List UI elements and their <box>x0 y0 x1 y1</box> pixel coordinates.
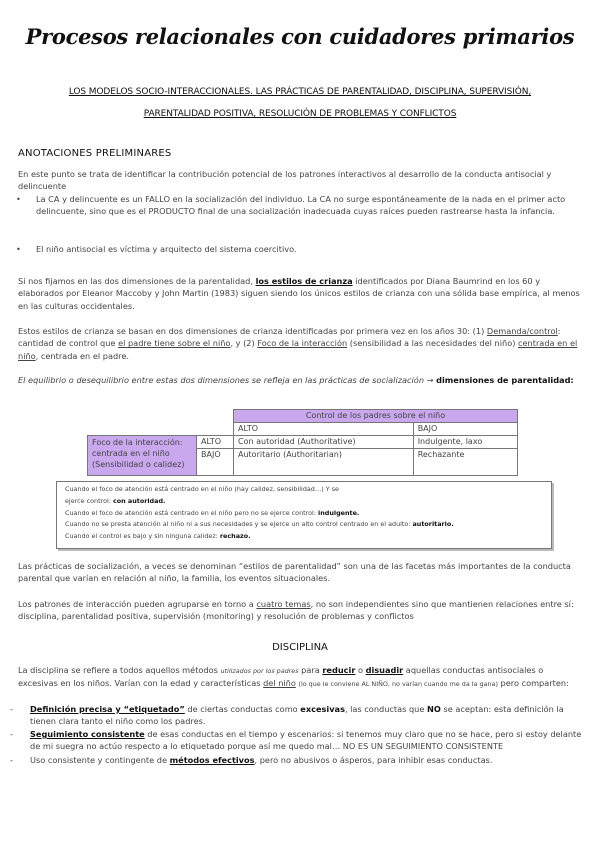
page-title: Procesos relacionales con cuidadores primarios <box>25 24 575 49</box>
table-cell: Indulgente, laxo <box>413 436 517 449</box>
table-col-bajo: BAJO <box>413 423 517 436</box>
table-cell: Con autoridad (Authoritative) <box>234 436 414 449</box>
paragraph-estilos-crianza: Si nos fijamos en las dos dimensiones de la parentalidad, los estilos de crianza identificados por Diana Baumrind en los 60 y elaborados por Eleanor Maccoby y John Martin (1983) siguen siendo los únicos estilos de crianza con una sólida base empírica, al menos en las culturas occidentales. <box>18 276 580 311</box>
parenting-styles-table <box>87 409 518 476</box>
paragraph-patrones: Los patrones de interacción pueden agruparse en torno a cuatro temas, no son independientes sino que mantienen relaciones entre sí: disciplina, parentalidad positiva, supervisión (monitoring) y resolución de problemas y conflictos <box>18 599 574 622</box>
table-col-alto: ALTO <box>234 423 414 436</box>
table-header-control: Control de los padres sobre el niño <box>234 410 518 423</box>
explanation-box: Cuando el foco de atención está centrado en el niño (hay calidez, sensibilidad…) Y se ejerce control: con autoridad. Cuando el foco de atención está centrado en el niño pero no se ejerce control: indulgente. Cuando no se presta atención al niño ni a sus necesidades y se ejerce un alto control centrado en el adulto: autoritario. Cuando el control es bajo y sin ninguna calidez: rechazo. <box>56 481 552 549</box>
section-heading-disciplina: DISCIPLINA <box>272 642 328 653</box>
table-row-label: Foco de la interacción: centrada en el niño (Sensibilidad o calidez) <box>88 436 197 476</box>
paragraph-practicas: Las prácticas de socialización, a veces se denominan “estilos de parentalidad” son una de las facetas más importantes de la conducta parental que varían en relación al niño, la familia, los eventos situacionales. <box>18 561 571 584</box>
dash-icon: - <box>10 729 13 739</box>
table-row-alto: ALTO <box>197 436 234 449</box>
table-cell: Rechazante <box>413 449 517 476</box>
section-heading-annotations: ANOTACIONES PRELIMINARES <box>18 148 172 159</box>
subheading-line-1: LOS MODELOS SOCIO-INTERACCIONALES. LAS PRÁCTICAS DE PARENTALIDAD, DISCIPLINA, SUPERVISIÓN, <box>68 87 532 97</box>
bullet-item: - Uso consistente y contingente de métodos efectivos, pero no abusivos o ásperos, para inhibir esas conductas. <box>10 755 493 765</box>
table-row-bajo: BAJO <box>197 449 234 476</box>
table-cell: Autoritario (Authoritarian) <box>234 449 414 476</box>
intro-paragraph: En este punto se trata de identificar la contribución potencial de los patrones interactivos al desarrollo de la conducta antisocial y delincuente <box>18 169 552 192</box>
subheading-line-2: PARENTALIDAD POSITIVA, RESOLUCIÓN DE PROBLEMAS Y CONFLICTOS <box>143 109 457 119</box>
paragraph-equilibrio: El equilibrio o desequilibrio entre estas dos dimensiones se refleja en las prácticas de socialización → dimensiones de parentalidad: <box>18 375 574 385</box>
bullet-item: • La CA y delincuente es un FALLO en la socialización del individuo. La CA no surge espontáneamente de la nada en el primer acto delincuente, sino que es el PRODUCTO final de una socialización inadecuada cuyas raíces pueden rastrearse hasta la infancia. <box>16 194 566 217</box>
bullet-item: • El niño antisocial es víctima y arquitecto del sistema coercitivo. <box>16 244 297 254</box>
bullet-item: - Definición precisa y “etiquetado” de ciertas conductas como excesivas, las conductas que NO se aceptan: esta definición la tienen clara tanto el niño como los padres. <box>10 704 564 727</box>
dash-icon: - <box>10 704 13 714</box>
bullet-item: - Seguimiento consistente de esas conductas en el tiempo y escenarios: si tenemos muy claro que no se hace, pero si estoy delante de mi suegra no actúo respecto a lo etiquetado porque así me quedo mal… NO ES UN SEGUIMIENTO CONSISTENTE <box>10 729 582 752</box>
bullet-dot-icon: • <box>16 194 21 204</box>
paragraph-dimensiones: Estos estilos de crianza se basan en dos dimensiones de crianza identificadas por primera vez en los años 30: (1) Demanda/control: cantidad de control que el padre tiene sobre el niño, y (2) Foco de la interacción (sensibilidad a las necesidades del niño) centrada en el niño, centrada en el padre. <box>18 326 578 361</box>
paragraph-disciplina: La disciplina se refiere a todos aquellos métodos utilizados por los padres para reducir o disuadir aquellas conductas antisociales o excesivas en los niños. Varían con la edad y características del niño (lo que le conviene AL NIÑO, no varían cuando me da la gana) pero comparten: <box>18 665 569 689</box>
dash-icon: - <box>10 755 13 765</box>
bullet-dot-icon: • <box>16 244 21 254</box>
